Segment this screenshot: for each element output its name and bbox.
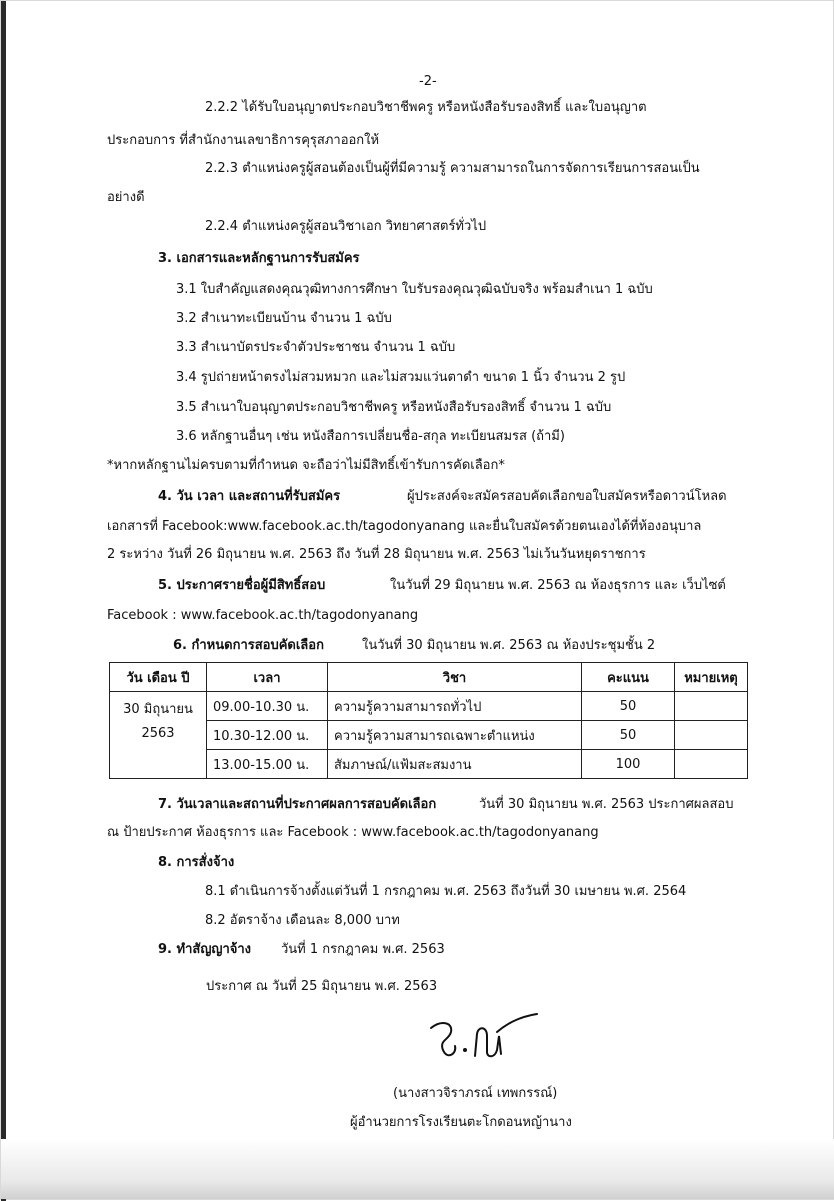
signer-position: ผู้อำนวยการโรงเรียนตะโกดอนหญ้านาง bbox=[350, 1115, 572, 1130]
section-3-item: 3.2 สำเนาทะเบียนบ้าน จำนวน 1 ฉบับ bbox=[176, 311, 392, 326]
subject-cell: ความรู้ความสามารถทั่วไป bbox=[328, 692, 582, 721]
exam-date-year: 2563 bbox=[141, 726, 175, 741]
score-cell: 50 bbox=[582, 692, 675, 721]
column-header: หมายเหตุ bbox=[675, 663, 748, 692]
section-9-text: วันที่ 1 กรกฎาคม พ.ศ. 2563 bbox=[281, 942, 445, 957]
section-5-text: Facebook : www.facebook.ac.th/tagodonyanang bbox=[107, 608, 419, 623]
page-number: -2- bbox=[419, 74, 437, 89]
section-8-item: 8.2 อัตราจ้าง เดือนละ 8,000 บาท bbox=[205, 913, 400, 928]
exam-date-cell bbox=[110, 692, 207, 779]
signature bbox=[421, 1006, 541, 1066]
note-cell bbox=[675, 692, 748, 721]
section-7-text: วันที่ 30 มิถุนายน พ.ศ. 2563 ประกาศผลสอบ bbox=[479, 797, 734, 812]
item-2-2-2-line1: 2.2.2 ได้รับใบอนุญาตประกอบวิชาชีพครู หรือหนังสือรับรองสิทธิ์ และใบอนุญาต bbox=[205, 100, 647, 115]
score-cell: 100 bbox=[582, 750, 675, 779]
column-header: คะแนน bbox=[582, 663, 675, 692]
column-header: วิชา bbox=[328, 663, 582, 692]
section-5-text: ในวันที่ 29 มิถุนายน พ.ศ. 2563 ณ ห้องธุรการ และ เว็บไซต์ bbox=[390, 578, 726, 593]
section-3-item: 3.1 ใบสำคัญแสดงคุณวุฒิทางการศึกษา ใบรับรองคุณวุฒิฉบับจริง พร้อมสำเนา 1 ฉบับ bbox=[176, 282, 653, 297]
note-cell bbox=[675, 721, 748, 750]
section-8-heading: 8. การสั่งจ้าง bbox=[158, 855, 235, 870]
section-4-text: ผู้ประสงค์จะสมัครสอบคัดเลือกขอใบสมัครหรือดาวน์โหลด bbox=[407, 489, 727, 504]
signer-name: (นางสาวจิราภรณ์ เทพกรรณ์) bbox=[393, 1086, 558, 1101]
section-3-item: 3.4 รูปถ่ายหน้าตรงไม่สวมหมวก และไม่สวมแว่นตาดำ ขนาด 1 นิ้ว จำนวน 2 รูป bbox=[176, 370, 626, 385]
section-4-heading: 4. วัน เวลา และสถานที่รับสมัคร bbox=[158, 489, 341, 504]
section-3-note: *หากหลักฐานไม่ครบตามที่กำหนด จะถือว่าไม่มีสิทธิ์เข้ารับการคัดเลือก* bbox=[107, 458, 505, 473]
item-2-2-3-line2: อย่างดี bbox=[107, 190, 145, 205]
section-9-heading: 9. ทำสัญญาจ้าง bbox=[158, 942, 252, 957]
exam-date-day: 30 มิถุนายน bbox=[123, 702, 193, 717]
item-2-2-3-line1: 2.2.3 ตำแหน่งครูผู้สอนต้องเป็นผู้ที่มีความรู้ ความสามารถในการจัดการเรียนการสอนเป็น bbox=[205, 161, 700, 176]
section-4-text: เอกสารที่ Facebook:www.facebook.ac.th/tagodonyanang และยื่นใบสมัครด้วยตนเองได้ที่ห้องอนุบาล bbox=[107, 519, 702, 534]
section-3-item: 3.6 หลักฐานอื่นๆ เช่น หนังสือการเปลี่ยนชื่อ-สกุล ทะเบียนสมรส (ถ้ามี) bbox=[176, 429, 565, 444]
column-header: วัน เดือน ปี bbox=[110, 663, 207, 692]
section-7-text: ณ ป้ายประกาศ ห้องธุรการ และ Facebook : www.facebook.ac.th/tagodonyanang bbox=[107, 825, 599, 840]
item-2-2-4: 2.2.4 ตำแหน่งครูผู้สอนวิชาเอก วิทยาศาสตร์ทั่วไป bbox=[205, 219, 487, 234]
page-bottom-shadow bbox=[1, 1139, 834, 1199]
announcement-date: ประกาศ ณ วันที่ 25 มิถุนายน พ.ศ. 2563 bbox=[206, 979, 438, 994]
item-2-2-2-line2: ประกอบการ ที่สำนักงานเลขาธิการคุรุสภาออกให้ bbox=[107, 133, 380, 148]
note-cell bbox=[675, 750, 748, 779]
section-7-heading: 7. วันเวลาและสถานที่ประกาศผลการสอบคัดเลือก bbox=[158, 797, 437, 812]
page-edge bbox=[1, 1, 6, 1201]
subject-cell: ความรู้ความสามารถเฉพาะตำแหน่ง bbox=[328, 721, 582, 750]
section-5-heading: 5. ประกาศรายชื่อผู้มีสิทธิ์สอบ bbox=[158, 578, 326, 593]
table-row bbox=[110, 692, 748, 721]
time-cell: 13.00-15.00 น. bbox=[207, 750, 328, 779]
section-3-item: 3.3 สำเนาบัตรประจำตัวประชาชน จำนวน 1 ฉบับ bbox=[176, 340, 456, 355]
column-header: เวลา bbox=[207, 663, 328, 692]
section-3-heading: 3. เอกสารและหลักฐานการรับสมัคร bbox=[158, 251, 360, 266]
section-4-text: 2 ระหว่าง วันที่ 26 มิถุนายน พ.ศ. 2563 ถึง วันที่ 28 มิถุนายน พ.ศ. 2563 ไม่เว้นวันหยุดราชการ bbox=[107, 547, 646, 562]
subject-cell: สัมภาษณ์/แฟ้มสะสมงาน bbox=[328, 750, 582, 779]
section-8-item: 8.1 ดำเนินการจ้างตั้งแต่วันที่ 1 กรกฎาคม พ.ศ. 2563 ถึงวันที่ 30 เมษายน พ.ศ. 2564 bbox=[205, 884, 687, 899]
section-6-heading: 6. กำหนดการสอบคัดเลือก bbox=[173, 638, 324, 653]
section-6-text: ในวันที่ 30 มิถุนายน พ.ศ. 2563 ณ ห้องประชุมชั้น 2 bbox=[362, 638, 656, 653]
section-3-item: 3.5 สำเนาใบอนุญาตประกอบวิชาชีพครู หรือหนังสือรับรองสิทธิ์ จำนวน 1 ฉบับ bbox=[176, 400, 612, 415]
time-cell: 09.00-10.30 น. bbox=[207, 692, 328, 721]
score-cell: 50 bbox=[582, 721, 675, 750]
table-header-row bbox=[110, 663, 748, 692]
time-cell: 10.30-12.00 น. bbox=[207, 721, 328, 750]
exam-schedule-table bbox=[109, 662, 748, 779]
